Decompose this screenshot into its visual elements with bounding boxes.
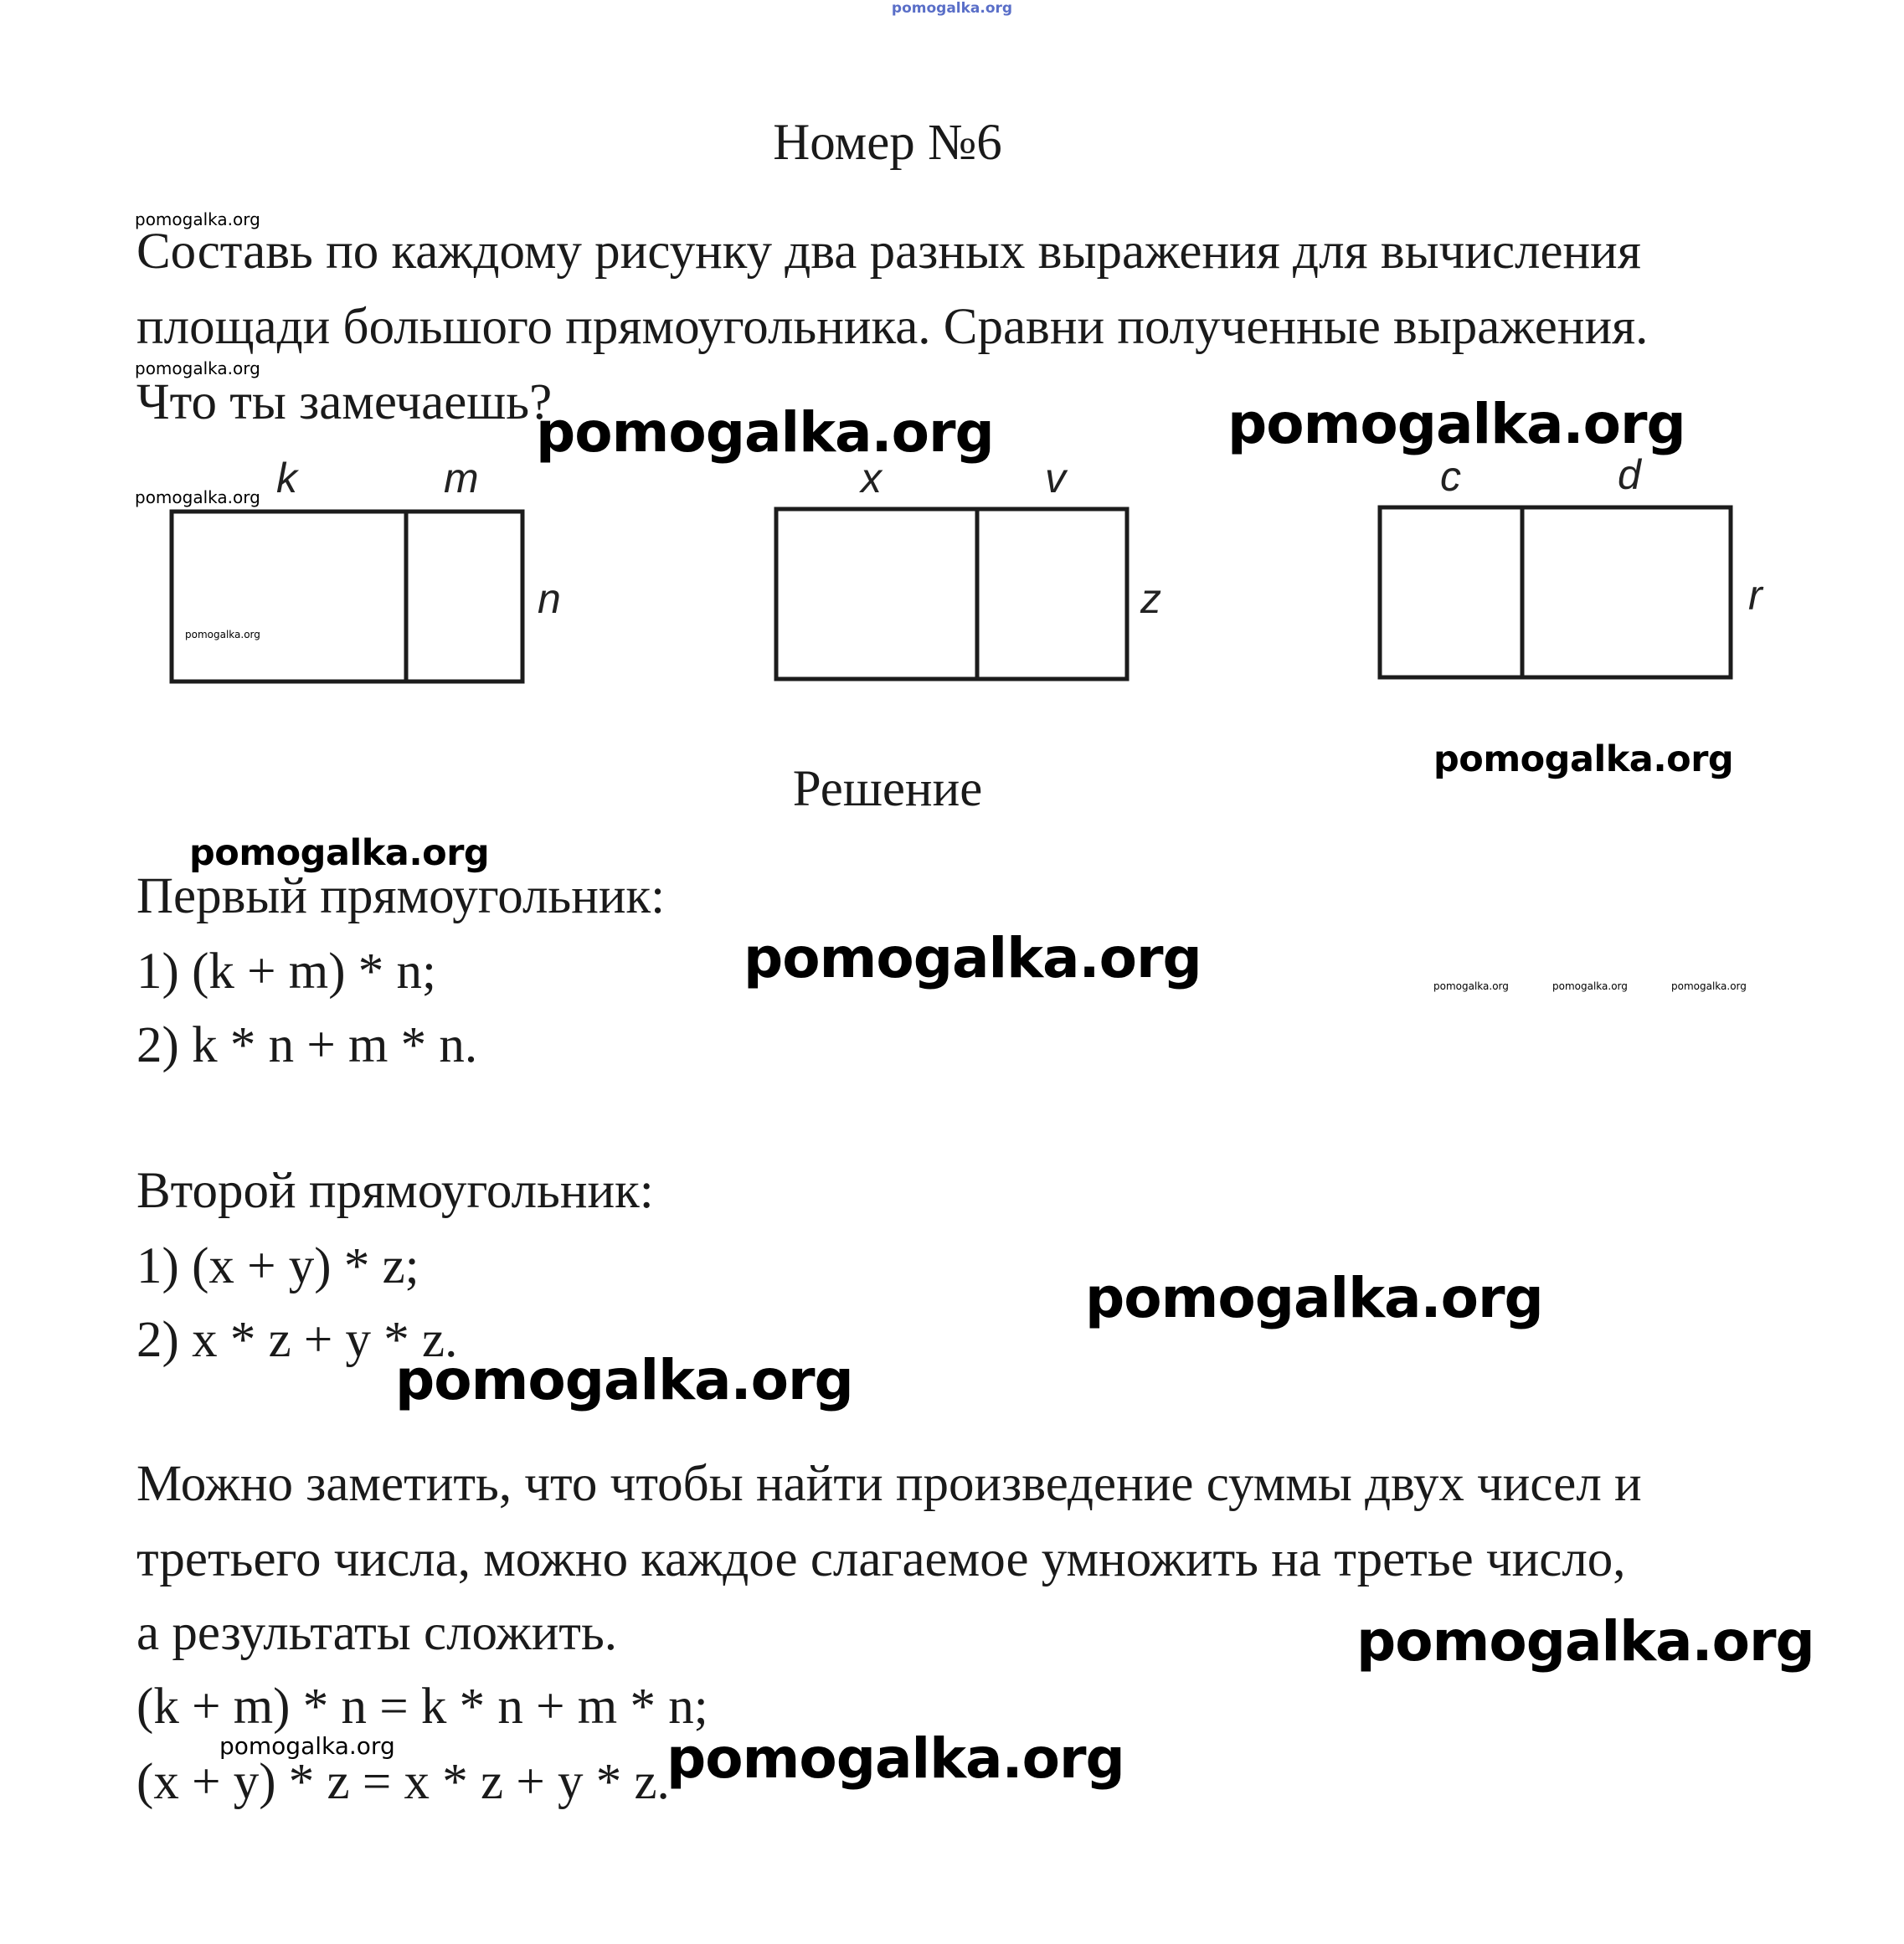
conclusion-line-3: а результаты сложить. bbox=[136, 1605, 618, 1661]
watermark: pomogalka.org bbox=[1356, 1609, 1814, 1674]
rectangle-3 bbox=[1380, 451, 1764, 677]
watermark: pomogalka.org bbox=[185, 629, 260, 640]
watermark: pomogalka.org bbox=[1433, 738, 1734, 780]
task-line-3: Что ты замечаешь? bbox=[136, 374, 553, 430]
rectangle-3-label-c: c bbox=[1440, 453, 1461, 500]
rectangle-3-label-d: d bbox=[1618, 451, 1641, 498]
rectangle-1-label-m: m bbox=[444, 455, 479, 501]
watermark: pomogalka.org bbox=[744, 926, 1202, 990]
conclusion-equation-2: (x + y) * z = x * z + y * z. bbox=[136, 1754, 670, 1810]
conclusion-line-1: Можно заметить, что чтобы найти произведение суммы двух чисел и bbox=[136, 1456, 1642, 1512]
watermark: pomogalka.org bbox=[395, 1348, 853, 1412]
header-watermark: pomogalka.org bbox=[891, 0, 1013, 17]
solution-heading: Решение bbox=[792, 761, 983, 817]
rectangles-figure bbox=[0, 0, 1904, 753]
first-rectangle-heading: Первый прямоугольник: bbox=[136, 868, 666, 924]
conclusion-line-2: третьего числа, можно каждое слагаемое умножить на третье число, bbox=[136, 1531, 1626, 1587]
rectangle-2-outline bbox=[776, 509, 1127, 679]
rectangle-2-label-x: x bbox=[861, 455, 882, 501]
watermark: pomogalka.org bbox=[219, 1732, 395, 1760]
rectangle-1-outline bbox=[172, 512, 522, 681]
rectangle-1-label-n: n bbox=[538, 575, 561, 622]
rectangle-2-label-v: v bbox=[1045, 455, 1066, 501]
task-line-2: площади большого прямоугольника. Сравни полученные выражения. bbox=[136, 299, 1649, 355]
watermark: pomogalka.org bbox=[135, 358, 260, 378]
second-rectangle-expr-1: 1) (x + y) * z; bbox=[136, 1238, 419, 1294]
watermark: pomogalka.org bbox=[536, 400, 994, 465]
watermark: pomogalka.org bbox=[1433, 980, 1509, 992]
watermark: pomogalka.org bbox=[1671, 980, 1747, 992]
watermark: pomogalka.org bbox=[1227, 392, 1685, 456]
watermark: pomogalka.org bbox=[1085, 1266, 1543, 1330]
first-rectangle-expr-2: 2) k * n + m * n. bbox=[136, 1017, 478, 1073]
watermark: pomogalka.org bbox=[135, 209, 260, 229]
rectangle-1-label-k: k bbox=[276, 455, 297, 501]
rectangle-2-label-z: z bbox=[1140, 575, 1161, 622]
conclusion-equation-1: (k + m) * n = k * n + m * n; bbox=[136, 1679, 708, 1735]
watermark: pomogalka.org bbox=[666, 1726, 1124, 1791]
second-rectangle-expr-2: 2) x * z + y * z. bbox=[136, 1312, 458, 1368]
rectangle-2 bbox=[776, 455, 1161, 679]
page-title: Номер №6 bbox=[773, 115, 1002, 171]
second-rectangle-heading: Второй прямоугольник: bbox=[136, 1163, 654, 1219]
watermark: pomogalka.org bbox=[189, 832, 490, 874]
rectangle-3-outline bbox=[1380, 507, 1731, 677]
task-line-1: Составь по каждому рисунку два разных выражения для вычисления bbox=[136, 224, 1641, 280]
first-rectangle-expr-1: 1) (k + m) * n; bbox=[136, 944, 436, 1000]
watermark: pomogalka.org bbox=[1552, 980, 1628, 992]
rectangle-3-label-r: r bbox=[1748, 572, 1762, 619]
watermark: pomogalka.org bbox=[135, 487, 260, 507]
